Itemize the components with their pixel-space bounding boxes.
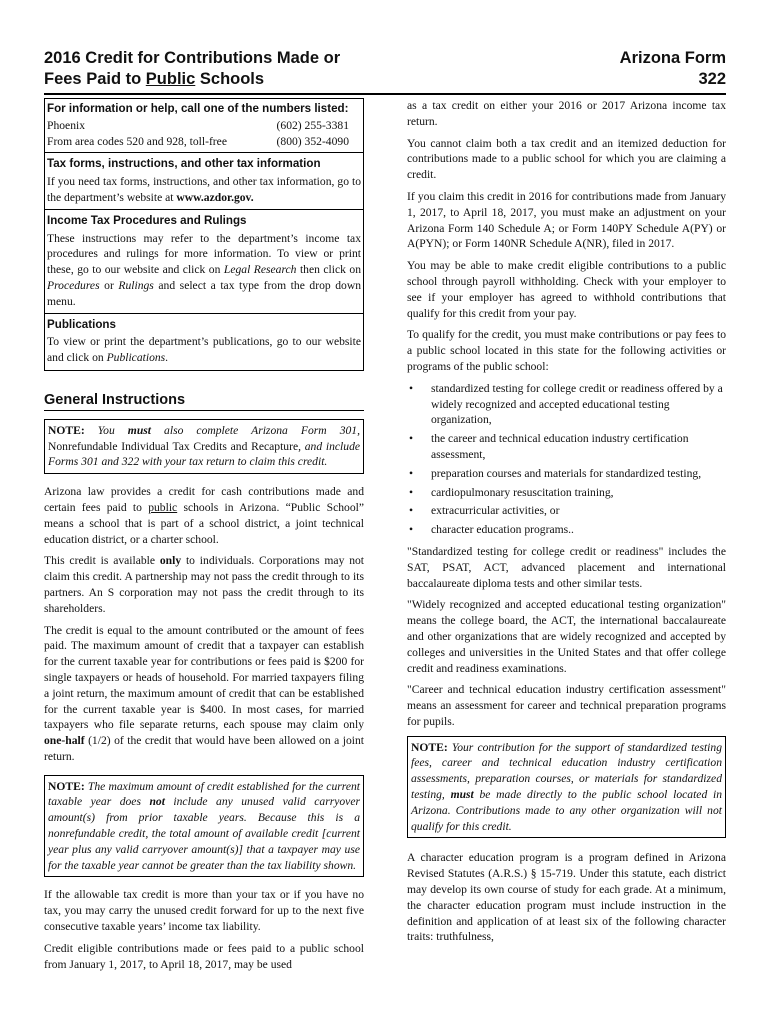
- note-label: NOTE:: [48, 423, 85, 437]
- document-title: [44, 48, 384, 90]
- note-text: The maximum amount of credit established for the current taxable year does: [48, 779, 360, 809]
- general-instructions-heading: General Instructions: [44, 393, 364, 411]
- paragraph: "Standardized testing for college credit or readiness" includes the SAT, PSAT, ACT, advanced placement and international baccalaureate diploma tests and other similar tests.: [407, 544, 726, 590]
- forms-heading: Tax forms, instructions, and other tax information: [45, 152, 363, 174]
- paragraph: You cannot claim both a tax credit and an itemized deduction for contributions made to a public school for which you are claiming a credit.: [407, 136, 726, 182]
- paragraph: To qualify for the credit, you must make contributions or pay fees to a public school located in this state for the following activities or programs of the public school:: [407, 328, 726, 373]
- form-label: Arizona Form: [619, 49, 726, 67]
- forms-text-body: If you need tax forms, instructions, and other tax information, go to the department’s website at: [47, 175, 361, 204]
- rulings-text-body: These instructions may refer to the department’s income tax procedures and rulings for more information. To view or print these, go to our website and click on: [47, 231, 361, 277]
- note-text: Your contribution for the support of standardized testing fees, career and technical education industry certification assessments, preparation courses, or materials for standardized testing,: [411, 740, 722, 802]
- publications-heading: Publications: [45, 313, 363, 335]
- note-label: NOTE:: [48, 779, 85, 793]
- title-line-1: 2016 Credit for Contributions Made or: [44, 49, 341, 67]
- list-item: • extracurricular activities, or: [407, 503, 726, 519]
- forms-text: [45, 174, 363, 206]
- rulings-link[interactable]: Rulings: [118, 278, 154, 292]
- form-identifier: [620, 48, 726, 90]
- note-text: also complete Arizona Form 301,: [151, 423, 360, 437]
- paragraph: If the allowable tax credit is more than your tax or if you have no tax, you may carry the unused credit forward for up to the next five consecutive taxable years’ income tax liability.: [44, 888, 364, 934]
- list-item: • standardized testing for college credit or readiness offered by a widely recognized and accepted educational testing organization,: [407, 381, 726, 428]
- paragraph-text: Arizona law provides a credit for cash contributions made and certain fees paid to: [44, 485, 364, 514]
- website-link[interactable]: www.azdor.gov.: [176, 190, 254, 204]
- publications-text: [45, 334, 363, 366]
- note-text: You: [84, 423, 128, 437]
- note-box-forms: [44, 419, 364, 474]
- note-box-direct-payment: [407, 736, 726, 839]
- form-number: 322: [698, 70, 726, 88]
- publications-text-body: To view or print the department’s publications, go to our website and click on: [47, 335, 361, 365]
- phone-row: [45, 118, 363, 134]
- paragraph: as a tax credit on either your 2016 or 2017 Arizona income tax return.: [407, 99, 726, 128]
- note-label: NOTE:: [411, 740, 448, 754]
- paragraph: "Widely recognized and accepted educational testing organization" means the college board, the ACT, the international baccalaureate and other organizations that are widely recognized and accepted by colleges and universities in the United States and that offer college credit and readiness examinations.: [407, 598, 726, 675]
- paragraph-text: This credit is available: [44, 554, 160, 568]
- paragraph: Credit eligible contributions made or fees paid to a public school from January 1, 2017, to April 18, 2017, may be used: [44, 941, 364, 971]
- procedures-link[interactable]: Procedures: [47, 278, 100, 292]
- paragraph-text: The credit is equal to the amount contributed or the amount of fees paid. The maximum amount of credit that a taxpayer can establish for the current taxable year for contributions or fees paid is $200 for single taxpayers or heads of household. For married taxpayers filing a joint return, the maximum amount of credit that can be established for the current taxable year is $400. In most cases, for married taxpayers who file separate returns, each spouse may claim only: [44, 623, 364, 732]
- title-text: Fees Paid to: [44, 70, 146, 88]
- phone-label: From area codes 520 and 928, toll-free: [47, 134, 227, 148]
- public-underlined: public: [148, 500, 178, 514]
- note-text: be made directly to the public school located in Arizona. Contributions made to any other organization will not qualify for this credit.: [411, 788, 722, 833]
- paragraph: If you claim this credit in 2016 for contributions made from January 1, 2017, to April 18, 2017, you must make an adjustment on your Arizona Form 140 Schedule A; or Form 140PY Schedule A(PY) or A(PYN); or Form 140NR Schedule A(NR), filed in 2017.: [407, 189, 726, 251]
- rulings-text-body: or: [99, 278, 119, 292]
- legal-research-link[interactable]: Legal Research: [223, 263, 297, 277]
- paragraph: A character education program is a program defined in Arizona Revised Statutes (A.R.S.) § 15-719. Under this statute, each district may develop its own course of study for each grade. At a minimum, the character education program must include instruction in the definition and application of at least six of the following character traits: truthfulness,: [407, 851, 726, 944]
- note-emphasis: must: [127, 423, 151, 437]
- rulings-text: [45, 231, 363, 310]
- phone-label: Phoenix: [47, 118, 86, 132]
- rulings-text-body: and select a tax type from the drop down menu.: [47, 278, 361, 308]
- paragraph: [44, 623, 364, 765]
- list-item: • cardiopulmonary resuscitation training,: [407, 485, 726, 501]
- title-public-underlined: Public: [145, 70, 196, 88]
- note-emphasis: not: [149, 795, 165, 809]
- form-301-title: Nonrefundable Individual Tax Credits and Recapture,: [48, 439, 302, 453]
- paragraph-text: (1/2) of the credit that would have been allowed on a joint return.: [44, 734, 364, 763]
- header-rule: [44, 93, 726, 95]
- right-column: [407, 98, 726, 951]
- rulings-text-body: then click on: [296, 263, 361, 277]
- qualifying-activities-list: [407, 381, 726, 538]
- info-box-title: For information or help, call one of the numbers listed:: [47, 102, 349, 115]
- note-emphasis: must: [450, 788, 474, 802]
- info-box: [44, 98, 364, 371]
- paragraph: You may be able to make credit eligible contributions to a public school through payroll withholding. Check with your employer to see if your employer has agreed to withhold contributions that qualify for this credit from your pay.: [407, 259, 726, 320]
- rulings-heading: Income Tax Procedures and Rulings: [45, 209, 363, 231]
- only-bold: only: [159, 554, 182, 568]
- paragraph-text: schools in Arizona. “Public School” means a school that is part of a school district, a joint technical education district, or a charter school.: [44, 500, 364, 546]
- list-item: • the career and technical education industry certification assessment,: [407, 431, 726, 463]
- paragraph: "Career and technical education industry certification assessment" means an assessment for career and technical preparation programs for pupils.: [407, 683, 726, 728]
- list-item: • preparation courses and materials for standardized testing,: [407, 466, 726, 482]
- paragraph-text: to individuals. Corporations may not claim this credit. A partnership may not pass the credit through to its partners. An S corporation may not pass the credit through to its shareholders.: [44, 554, 365, 615]
- title-text: Schools: [195, 70, 265, 88]
- phone-row: [45, 134, 363, 150]
- one-half-bold: one-half: [44, 734, 85, 748]
- list-item: • character education programs..: [407, 522, 726, 538]
- title-line-2: [44, 69, 384, 90]
- phone-number: (800) 352-4090: [276, 134, 349, 148]
- note-text: and include Forms 301 and 322 with your tax return to claim this credit.: [48, 439, 361, 469]
- note-text: include any unused valid carryover amount(s) from prior taxable years. Because this is a nonrefundable credit, the total amount of available credit [current year plus any valid carryover amount(s)] that a taxpayer may use for the taxable year cannot be greater than the tax liability shown.: [48, 795, 360, 872]
- left-column: [44, 98, 364, 978]
- paragraph: [44, 484, 364, 547]
- publications-link[interactable]: Publications: [106, 351, 166, 365]
- publications-text-end: .: [165, 351, 169, 365]
- paragraph: [44, 553, 364, 616]
- note-box-carryover: [44, 775, 364, 878]
- phone-number: (602) 255-3381: [276, 118, 349, 132]
